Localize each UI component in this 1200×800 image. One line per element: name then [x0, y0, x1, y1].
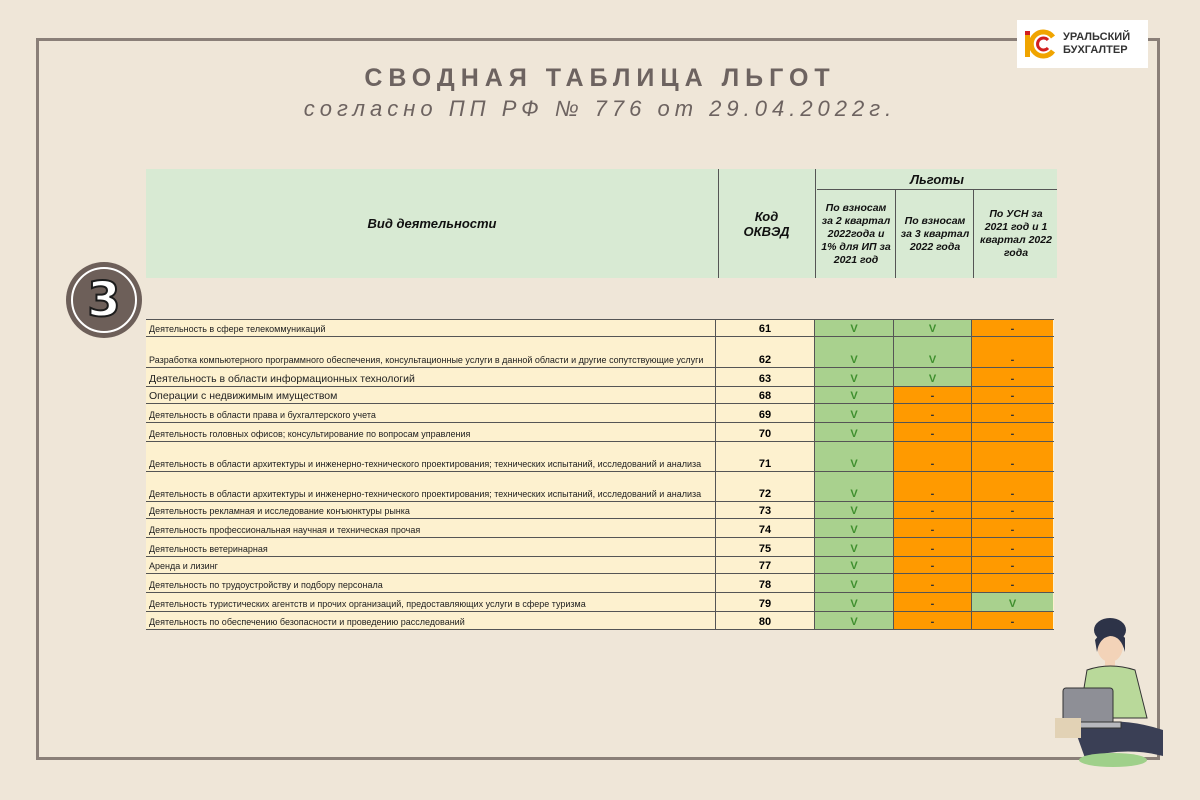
table-header [146, 169, 1057, 278]
benefit-cell-3: - [972, 557, 1053, 573]
benefit-cell-2: - [894, 574, 972, 592]
activity-cell: Деятельность в области права и бухгалтерского учета [146, 404, 716, 422]
table-row [146, 519, 1054, 538]
benefit-cell-2: - [894, 387, 972, 403]
benefit-cell-1: V [815, 519, 894, 537]
benefit-cell-1: V [815, 472, 894, 501]
table-row [146, 368, 1054, 387]
table-row [146, 502, 1054, 519]
okved-code-cell: 71 [716, 442, 815, 471]
benefit-cell-2: V [894, 337, 972, 367]
okved-code-cell: 73 [716, 502, 815, 518]
benefit-cell-3: - [972, 612, 1053, 629]
header-code: Код ОКВЭД [718, 169, 816, 278]
table-row [146, 574, 1054, 593]
benefit-cell-3: - [972, 442, 1053, 471]
header-sub-q2: По взносам за 2 квартал 2022года и 1% для ИП за 2021 год [817, 190, 896, 278]
benefit-cell-3: - [972, 387, 1053, 403]
okved-code-cell: 78 [716, 574, 815, 592]
benefit-cell-3: - [972, 337, 1053, 367]
benefit-cell-2: - [894, 404, 972, 422]
table-body [146, 319, 1054, 630]
okved-code-cell: 74 [716, 519, 815, 537]
table-row [146, 320, 1054, 337]
okved-code-cell: 62 [716, 337, 815, 367]
benefit-cell-2: - [894, 612, 972, 629]
header-sub-q3: По взносам за 3 квартал 2022 года [897, 190, 974, 278]
table-row [146, 442, 1054, 472]
benefit-cell-1: V [815, 574, 894, 592]
number-badge [66, 262, 142, 338]
benefit-cell-2: - [894, 442, 972, 471]
benefit-cell-2: - [894, 557, 972, 573]
benefit-cell-2: - [894, 519, 972, 537]
okved-code-cell: 61 [716, 320, 815, 336]
activity-cell: Деятельность в области архитектуры и инженерно-технического проектирования; технических испытаний, исследований и анализа [146, 472, 716, 501]
activity-cell: Аренда и лизинг [146, 557, 716, 573]
header-activity: Вид деятельности [146, 169, 719, 278]
benefit-cell-3: - [972, 404, 1053, 422]
company-logo [1017, 20, 1148, 68]
okved-code-cell: 63 [716, 368, 815, 386]
activity-cell: Деятельность туристических агентств и прочих организаций, предоставляющих услуги в сфере туризма [146, 593, 716, 611]
table-row [146, 472, 1054, 502]
benefit-cell-3: - [972, 538, 1053, 556]
benefit-cell-3: - [972, 320, 1053, 336]
benefit-cell-1: V [815, 320, 894, 336]
header-sub-usn: По УСН за 2021 год и 1 квартал 2022 года [980, 208, 1052, 259]
table-row [146, 404, 1054, 423]
badge-number: 3 [87, 272, 121, 328]
benefit-cell-1: V [815, 612, 894, 629]
benefit-cell-3: - [972, 472, 1053, 501]
table-row [146, 593, 1054, 612]
benefit-cell-1: V [815, 387, 894, 403]
benefit-cell-3: - [972, 502, 1053, 518]
table-row [146, 337, 1054, 368]
table-row [146, 423, 1054, 442]
okved-code-cell: 69 [716, 404, 815, 422]
okved-code-cell: 80 [716, 612, 815, 629]
benefit-cell-3: - [972, 423, 1053, 441]
benefit-cell-2: - [894, 593, 972, 611]
benefit-cell-3: - [972, 574, 1053, 592]
benefit-cell-3: V [972, 593, 1053, 611]
okved-code-cell: 70 [716, 423, 815, 441]
table-row [146, 557, 1054, 574]
benefit-cell-1: V [815, 337, 894, 367]
benefit-cell-3: - [972, 368, 1053, 386]
okved-code-cell: 79 [716, 593, 815, 611]
benefit-cell-2: - [894, 502, 972, 518]
activity-cell: Деятельность головных офисов; консультирование по вопросам управления [146, 423, 716, 441]
okved-code-cell: 72 [716, 472, 815, 501]
logo-line-1: УРАЛЬСКИЙ [1063, 31, 1131, 43]
benefit-cell-1: V [815, 538, 894, 556]
page-subtitle: согласно ПП РФ № 776 от 29.04.2022г. [303, 96, 897, 121]
activity-cell: Деятельность в области информационных технологий [146, 368, 716, 386]
benefit-cell-1: V [815, 502, 894, 518]
benefit-cell-1: V [815, 423, 894, 441]
benefit-cell-2: V [894, 368, 972, 386]
okved-code-cell: 75 [716, 538, 815, 556]
activity-cell: Разработка компьютерного программного обеспечения, консультационные услуги в данной области и другие сопутствующие услуги [146, 337, 716, 367]
activity-cell: Деятельность по трудоустройству и подбору персонала [146, 574, 716, 592]
benefit-cell-3: - [972, 519, 1053, 537]
benefit-cell-2: - [894, 472, 972, 501]
activity-cell: Деятельность профессиональная научная и техническая прочая [146, 519, 716, 537]
activity-cell: Операции с недвижимым имуществом [146, 387, 716, 403]
benefit-cell-1: V [815, 404, 894, 422]
okved-code-cell: 68 [716, 387, 815, 403]
benefit-cell-1: V [815, 593, 894, 611]
table-row [146, 387, 1054, 404]
benefit-cell-1: V [815, 368, 894, 386]
activity-cell: Деятельность рекламная и исследование конъюнктуры рынка [146, 502, 716, 518]
table-row [146, 538, 1054, 557]
benefit-cell-2: - [894, 538, 972, 556]
activity-cell: Деятельность в области архитектуры и инженерно-технического проектирования; технических испытаний, исследований и анализа [146, 442, 716, 471]
person-with-laptop-illustration [1055, 618, 1173, 768]
activity-cell: Деятельность в сфере телекоммуникаций [146, 320, 716, 336]
page-title: СВОДНАЯ ТАБЛИЦА ЛЬГОТ [364, 64, 836, 92]
logo-line-2: БУХГАЛТЕР [1063, 44, 1128, 56]
okved-code-cell: 77 [716, 557, 815, 573]
activity-cell: Деятельность ветеринарная [146, 538, 716, 556]
table-row [146, 612, 1054, 630]
activity-cell: Деятельность по обеспечению безопасности и проведению расследований [146, 612, 716, 629]
benefit-cell-2: V [894, 320, 972, 336]
benefit-cell-1: V [815, 557, 894, 573]
logo-1c-icon [1023, 27, 1057, 61]
benefit-cell-2: - [894, 423, 972, 441]
benefit-cell-1: V [815, 442, 894, 471]
header-benefits: Льготы [817, 169, 1057, 190]
